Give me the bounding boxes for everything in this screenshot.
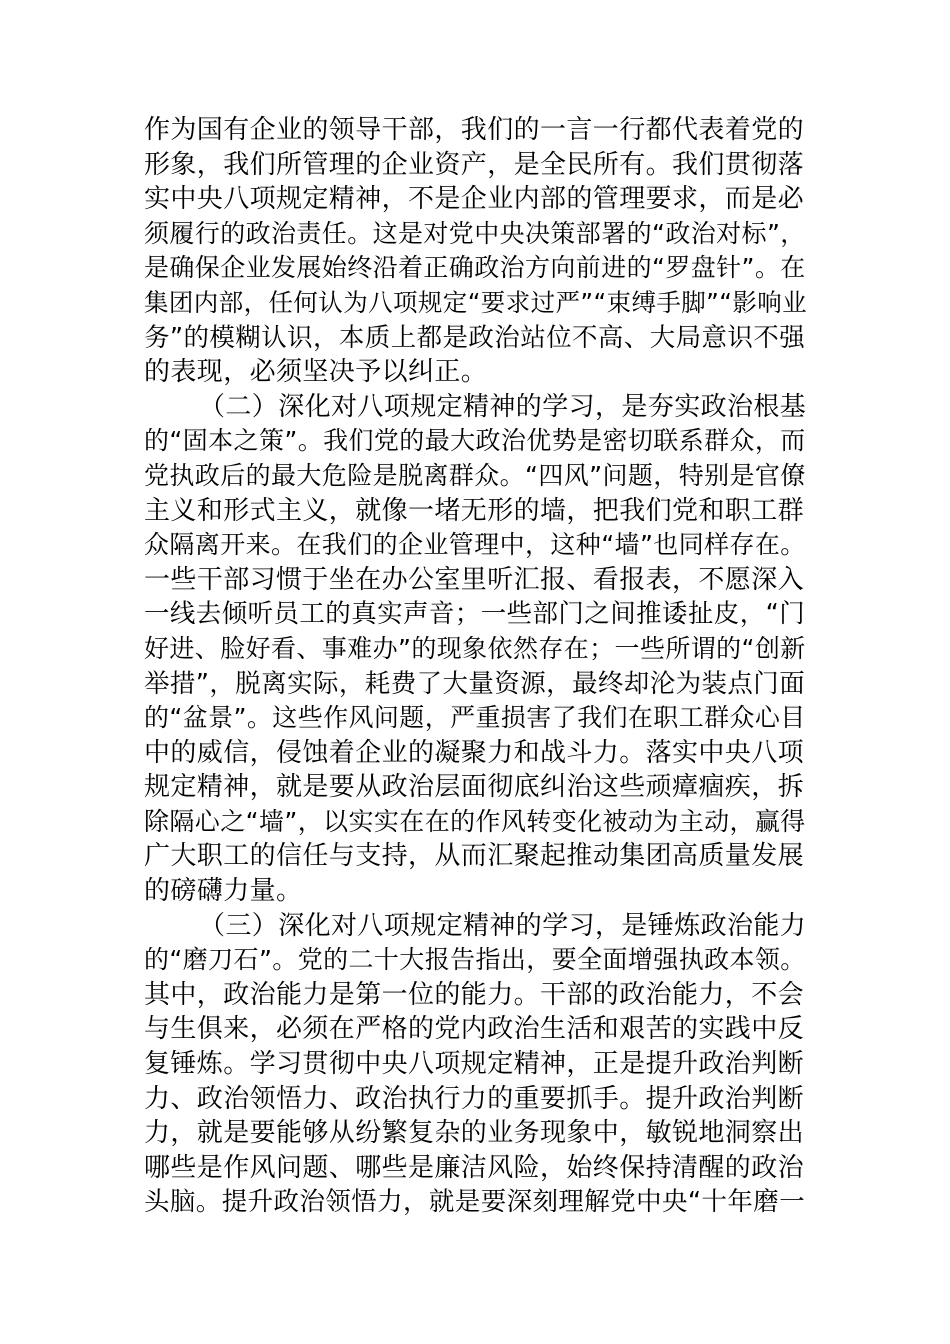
text-line: 力、政治领悟力、政治执行力的重要抓手。提升政治判断 [144, 1083, 805, 1114]
text-line: 中的威信，侵蚀着企业的凝聚力和战斗力。落实中央八项 [144, 737, 805, 768]
text-line: 务”的模糊认识，本质上都是政治站位不高、大局意识不强 [144, 322, 806, 353]
text-line: 复锤炼。学习贯彻中央八项规定精神，正是提升政治判断 [144, 1049, 805, 1080]
text-line: 众隔离开来。在我们的企业管理中，这种“墙”也同样存在。 [144, 530, 806, 560]
text-line: 党执政后的最大危险是脱离群众。“四风”问题，特别是官僚 [144, 460, 806, 490]
text-line: 的“盆景”。这些作风问题，严重损害了我们在职工群众心目 [144, 703, 806, 733]
text-line: 力，就是要能够从纷繁复杂的业务现象中，敏锐地洞察出 [144, 1118, 805, 1149]
paragraph-heading-2: （二）深化对八项规定精神的学习，是夯实政治根基 [199, 391, 807, 422]
text-line: 一线去倾听员工的真实声音；一些部门之间推诿扯皮，“门 [144, 599, 806, 630]
text-line: 的“磨刀石”。党的二十大报告指出，要全面增强执政本领。 [144, 945, 806, 975]
text-line: 形象，我们所管理的企业资产，是全民所有。我们贯彻落 [144, 149, 805, 180]
text-line: 其中，政治能力是第一位的能力。干部的政治能力，不会 [144, 979, 805, 1010]
text-line: 好进、脸好看、事难办”的现象依然存在；一些所谓的“创新 [144, 633, 806, 663]
text-line: 除隔心之“墙”，以实实在在的作风转变化被动为主动，赢得 [144, 806, 806, 836]
body-text [144, 113, 808, 1220]
text-line: 须履行的政治责任。这是对党中央决策部署的“政治对标”， [144, 218, 806, 248]
text-line: 实中央八项规定精神，不是企业内部的管理要求，而是必 [144, 184, 805, 215]
text-line: 的“固本之策”。我们党的最大政治优势是密切联系群众，而 [144, 426, 806, 456]
text-line: 头脑。提升政治领悟力，就是要深刻理解党中央“十年磨一 [144, 1187, 806, 1218]
text-line: 哪些是作风问题、哪些是廉洁风险，始终保持清醒的政治 [144, 1152, 805, 1183]
text-line: 主义和形式主义，就像一堵无形的墙，把我们党和职工群 [144, 495, 805, 526]
text-line: 的磅礴力量。 [144, 876, 303, 907]
text-line: 作为国有企业的领导干部，我们的一言一行都代表着党的 [144, 115, 805, 145]
text-line: 广大职工的信任与支持，从而汇聚起推动集团高质量发展 [144, 841, 805, 872]
text-line: 举措”，脱离实际，耗费了大量资源，最终却沦为装点门面 [144, 668, 806, 699]
text-line: 规定精神，就是要从政治层面彻底纠治这些顽瘴痼疾，拆 [144, 772, 805, 803]
text-line: 是确保企业发展始终沿着正确政治方向前进的“罗盘针”。在 [144, 253, 806, 283]
text-line: 一些干部习惯于坐在办公室里听汇报、看报表，不愿深入 [144, 564, 805, 595]
paragraph-heading-3: （三）深化对八项规定精神的学习，是锤炼政治能力 [199, 910, 807, 941]
text-line: 集团内部，任何认为八项规定“要求过严”“束缚手脚”“影响业 [144, 287, 808, 317]
text-line: 与生俱来，必须在严格的党内政治生活和艰苦的实践中反 [144, 1014, 805, 1045]
text-line: 的表现，必须坚决予以纠正。 [144, 357, 488, 388]
